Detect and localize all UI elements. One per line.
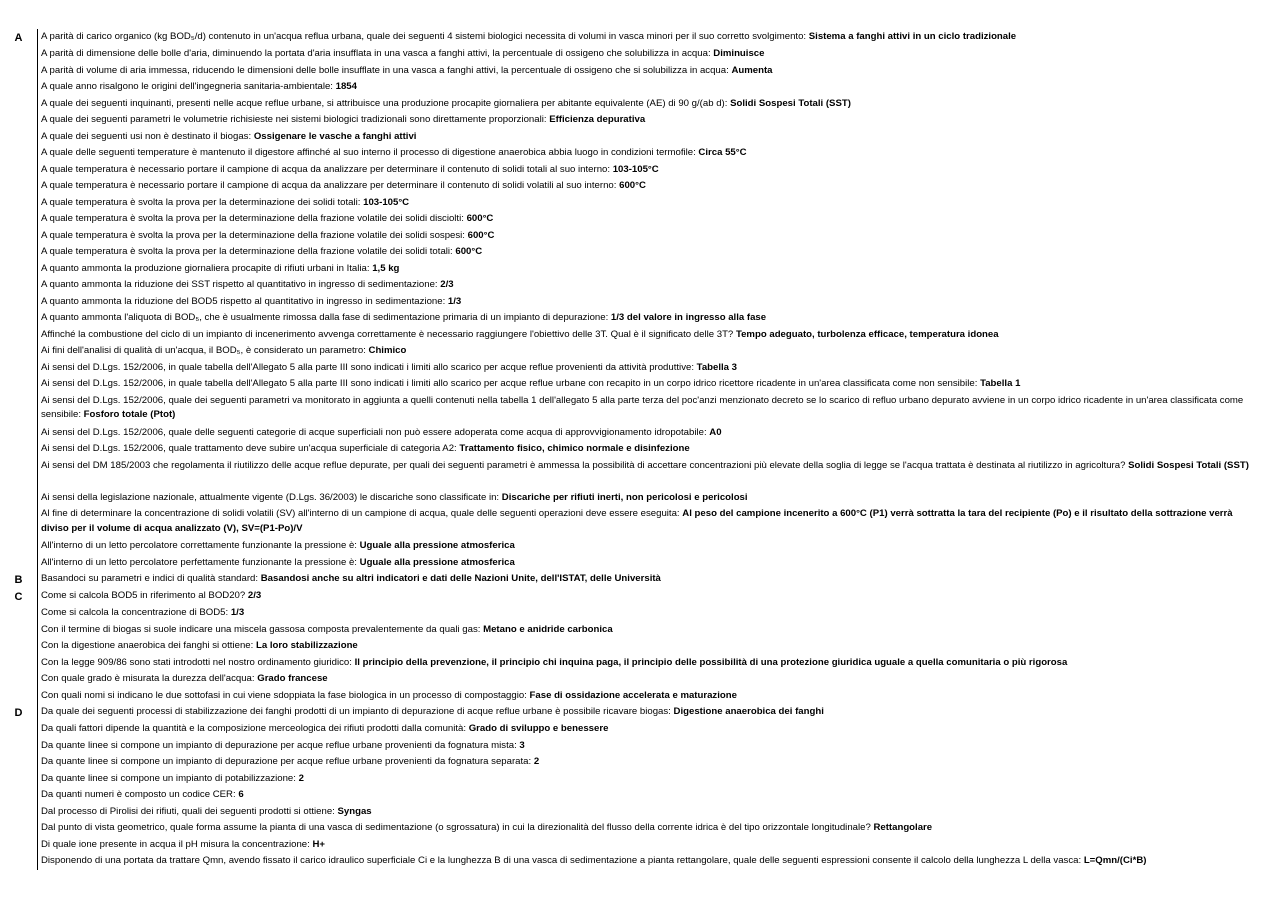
section-letter — [0, 376, 37, 393]
question-row — [0, 688, 1280, 705]
section-letter — [0, 721, 37, 738]
section-letter — [0, 425, 37, 442]
question-text: A quale temperatura è svolta la prova per la determinazione della frazione volatile dei solidi totali: — [41, 246, 453, 257]
question-text: Dal punto di vista geometrico, quale forma assume la pianta di una vasca di sedimentazione (o sgrossatura) in cui la direzionalità del flusso della corrente idrica è del tipo orizzontale longitudinale? — [41, 822, 871, 833]
question-text: Dal processo di Pirolisi dei rifiuti, quali dei seguenti prodotti si ottiene: — [41, 805, 335, 817]
section-letter — [0, 688, 37, 705]
question-cell — [37, 195, 1280, 212]
answer-text: La loro stabilizzazione — [255, 640, 358, 651]
question-text: Basandoci su parametri e indici di qualità standard: — [41, 573, 259, 584]
question-row — [0, 704, 1280, 721]
question-text: Da quante linee si compone un impianto di depurazione per acque reflue urbane provenienti da fognatura separata: — [41, 756, 532, 767]
question-text: A quale temperatura è svolta la prova per la determinazione della frazione volatile dei solidi disciolti: — [41, 213, 464, 224]
question-cell — [37, 704, 1280, 721]
section-letter — [0, 738, 37, 755]
section-letter — [0, 96, 37, 113]
section-letter — [0, 837, 37, 854]
question-cell — [37, 490, 1280, 507]
question-row — [0, 738, 1280, 755]
answer-text: Rettangolare — [873, 822, 933, 833]
question-row — [0, 195, 1280, 212]
question-row — [0, 458, 1280, 490]
question-row — [0, 787, 1280, 804]
question-cell — [37, 211, 1280, 228]
question-row — [0, 804, 1280, 821]
question-cell — [37, 804, 1280, 821]
question-text: Con il termine di biogas si suole indicare una miscela gassosa composta prevalentemente da quali gas: — [41, 623, 481, 635]
question-cell — [37, 655, 1280, 672]
question-text: A quale anno risalgono le origini dell'ingegneria sanitaria-ambientale: — [41, 81, 333, 92]
question-row — [0, 622, 1280, 639]
question-row — [0, 441, 1280, 458]
question-text: All'interno di un letto percolatore correttamente funzionante la pressione è: — [41, 540, 357, 551]
question-row — [0, 79, 1280, 96]
question-cell — [37, 787, 1280, 804]
answer-text: Solidi Sospesi Totali (SST) — [1128, 459, 1249, 471]
question-row — [0, 228, 1280, 245]
answer-text: Grado francese — [257, 673, 328, 684]
section-letter — [0, 393, 37, 425]
question-row — [0, 46, 1280, 63]
answer-text: 600°C — [466, 213, 494, 224]
answer-text: 103-105°C — [612, 163, 659, 175]
section-letter — [0, 310, 37, 327]
section-letter — [0, 129, 37, 146]
section-letter — [0, 754, 37, 771]
question-row — [0, 244, 1280, 261]
section-letter — [0, 622, 37, 639]
question-cell — [37, 79, 1280, 96]
question-row — [0, 605, 1280, 622]
question-text: A quale delle seguenti temperature è mantenuto il digestore affinché al suo interno il processo di digestione anaerobica abbia luogo in condizioni termofile: — [41, 147, 696, 158]
question-row — [0, 343, 1280, 360]
question-text: A quanto ammonta la produzione giornaliera procapite di rifiuti urbani in Italia: — [41, 262, 370, 274]
question-row — [0, 820, 1280, 837]
question-row — [0, 837, 1280, 854]
section-letter: C — [14, 591, 23, 603]
section-letter: B — [14, 574, 23, 586]
question-row — [0, 327, 1280, 344]
section-letter — [0, 441, 37, 458]
question-row — [0, 360, 1280, 377]
section-letter — [0, 145, 37, 162]
answer-text: Basandosi anche su altri indicatori e dati delle Nazioni Unite, dell'ISTAT, delle Università — [260, 573, 661, 584]
answer-text: Tabella 3 — [696, 361, 738, 373]
answer-text: 2/3 — [440, 279, 454, 290]
question-cell — [37, 571, 1280, 588]
question-row — [0, 393, 1280, 425]
section-letter — [0, 655, 37, 672]
section-letter — [0, 804, 37, 821]
answer-text: Trattamento fisico, chimico normale e disinfezione — [459, 443, 690, 454]
question-row — [0, 96, 1280, 113]
question-row — [0, 721, 1280, 738]
answer-text: Efficienza depurativa — [549, 114, 646, 125]
section-letter — [0, 294, 37, 311]
question-cell — [37, 129, 1280, 146]
question-row — [0, 425, 1280, 442]
answer-text: 6 — [238, 789, 244, 800]
section-letter — [0, 506, 37, 538]
section-letter — [0, 671, 37, 688]
question-row — [0, 376, 1280, 393]
answer-text: Il principio della prevenzione, il principio chi inquina paga, il principio delle possibilità di una protezione giuridica uguale a quella comunitaria o più rigorosa — [354, 656, 1068, 668]
answer-text: 1/3 — [230, 607, 245, 618]
question-text: Con quali nomi si indicano le due sottofasi in cui viene sdoppiata la fase biologica in un processo di compostaggio: — [41, 689, 527, 701]
section-letter — [0, 360, 37, 377]
question-row — [0, 853, 1280, 870]
answer-text: Uguale alla pressione atmosferica — [359, 540, 515, 551]
question-row — [0, 655, 1280, 672]
question-cell — [37, 145, 1280, 162]
answer-text: Sistema a fanghi attivi in un ciclo tradizionale — [808, 31, 1017, 42]
question-text: Ai fini dell'analisi di qualità di un'acqua, il BOD₅, è considerato un parametro: — [41, 345, 366, 356]
answer-text: Solidi Sospesi Totali (SST) — [730, 97, 851, 109]
question-text: Al fine di determinare la concentrazione di solidi volatili (SV) all'interno di un campione di acqua, quale delle seguenti operazioni deve essere eseguita: — [41, 508, 680, 519]
answer-text: 2 — [533, 756, 540, 767]
question-text: Ai sensi del DM 185/2003 che regolamenta il riutilizzo delle acque reflue depurate, per quali dei seguenti parametri è ammessa la possibilità di accettare concentrazioni più elevate della soglia di legge se l'acqua trattata è destinata al riutilizzo in agricoltura? — [41, 459, 1126, 471]
question-text: Da quante linee si compone un impianto di potabilizzazione: — [41, 772, 296, 784]
answer-text: 1854 — [335, 81, 357, 92]
section-letter — [0, 63, 37, 80]
section-letter — [0, 343, 37, 360]
question-row — [0, 277, 1280, 294]
question-row — [0, 538, 1280, 555]
answer-text: Al peso del campione incenerito a 600°C (P1) verrà sottratta la tara del recipiente (Po) e il risultato della sottrazione verrà diviso per il volume di acqua analizzato (V), SV=(P1-Po)/V — [41, 508, 1233, 534]
question-cell — [37, 441, 1280, 458]
section-letter — [0, 162, 37, 179]
question-cell — [37, 837, 1280, 854]
question-text: Ai sensi del D.Lgs. 152/2006, quale delle seguenti categorie di acque superficiali non può essere adoperata come acqua di approvvigionamento idropotabile: — [41, 426, 707, 438]
question-cell — [37, 29, 1280, 46]
question-text: A quale dei seguenti inquinanti, presenti nelle acque reflue urbane, si attribuisce una produzione procapite giornaliera per abitante equivalente (AE) di 90 g/(ab d): — [41, 97, 728, 109]
answer-text: 1/3 del valore in ingresso alla fase — [610, 312, 767, 323]
question-text: Da quanti numeri è composto un codice CER: — [41, 789, 236, 800]
answer-text: Metano e anidride carbonica — [483, 623, 613, 635]
section-letter — [0, 820, 37, 837]
question-cell — [37, 555, 1280, 572]
answer-text: Fosforo totale (Ptot) — [83, 409, 176, 420]
question-text: A quale temperatura è necessario portare il campione di acqua da analizzare per determinare il contenuto di solidi totali al suo interno: — [41, 163, 611, 175]
question-text: Ai sensi del D.Lgs. 152/2006, in quale tabella dell'Allegato 5 alla parte III sono indicati i limiti allo scarico per acque reflue provenienti da attività produttive: — [41, 361, 694, 373]
question-cell — [37, 425, 1280, 442]
answer-text: 600°C — [467, 229, 495, 241]
question-row — [0, 638, 1280, 655]
question-row — [0, 588, 1280, 605]
section-letter — [0, 211, 37, 228]
answer-text: 3 — [519, 739, 525, 751]
section-letter — [0, 46, 37, 63]
question-cell — [37, 605, 1280, 622]
question-text: A quanto ammonta la riduzione del BOD5 rispetto al quantitativo in ingresso in sedimentazione: — [41, 295, 446, 307]
question-cell — [37, 738, 1280, 755]
question-row — [0, 310, 1280, 327]
section-letter — [0, 538, 37, 555]
question-row — [0, 294, 1280, 311]
answer-text: Diminuisce — [713, 48, 765, 59]
question-text: Da quante linee si compone un impianto di depurazione per acque reflue urbane provenienti da fognatura mista: — [41, 739, 517, 751]
question-row — [0, 112, 1280, 129]
answer-text: A0 — [709, 426, 722, 438]
question-cell — [37, 538, 1280, 555]
question-cell — [37, 343, 1280, 360]
section-letter — [0, 327, 37, 344]
answer-text: Syngas — [337, 805, 372, 817]
question-text: Da quali fattori dipende la quantità e la composizione merceologica dei rifiuti prodotti dalla comunità: — [41, 723, 467, 734]
question-cell — [37, 294, 1280, 311]
question-cell — [37, 506, 1280, 538]
question-row — [0, 261, 1280, 278]
question-text: Con la legge 909/86 sono stati introdotti nel nostro ordinamento giuridico: — [41, 656, 352, 668]
section-letter — [0, 277, 37, 294]
answer-text: Ossigenare le vasche a fanghi attivi — [253, 130, 417, 142]
question-text: A parità di volume di aria immessa, riducendo le dimensioni delle bolle insufflate in una vasca a fanghi attivi, la percentuale di ossigeno che si solubilizza in acqua: — [41, 64, 729, 76]
section-letter — [0, 79, 37, 96]
section-letter — [0, 178, 37, 195]
question-cell — [37, 228, 1280, 245]
question-text: Disponendo di una portata da trattare Qmn, avendo fissato il carico idraulico superficiale Ci e la lunghezza B di una vasca di sedimentazione a pianta rettangolare, quale delle seguenti espressioni consente il calcolo della lunghezza L della vasca: — [41, 855, 1082, 866]
question-cell — [37, 162, 1280, 179]
question-text: Affinché la combustione del ciclo di un impianto di incenerimento avvenga correttamente è necessario raggiungere l'obiettivo delle 3T. Qual è il significato delle 3T? — [41, 328, 734, 340]
question-cell — [37, 112, 1280, 129]
question-row — [0, 63, 1280, 80]
question-text: Ai sensi del D.Lgs. 152/2006, quale trattamento deve subire un'acqua superficiale di categoria A2: — [41, 443, 457, 454]
question-text: Con quale grado è misurata la durezza dell'acqua: — [41, 673, 255, 684]
question-cell — [37, 277, 1280, 294]
question-cell — [37, 754, 1280, 771]
answer-text: Circa 55°C — [698, 147, 747, 158]
answer-text: Aumenta — [731, 64, 773, 76]
question-text: Ai sensi della legislazione nazionale, attualmente vigente (D.Lgs. 36/2003) le discariche sono classificate in: — [41, 491, 500, 503]
question-cell — [37, 46, 1280, 63]
question-cell — [37, 721, 1280, 738]
question-text: A quale temperatura è svolta la prova per la determinazione della frazione volatile dei solidi sospesi: — [41, 229, 465, 241]
question-cell — [37, 820, 1280, 837]
section-letter — [0, 787, 37, 804]
question-cell — [37, 178, 1280, 195]
question-row — [0, 211, 1280, 228]
answer-text: L=Qmn/(Ci*B) — [1083, 855, 1147, 866]
question-cell — [37, 376, 1280, 393]
question-text: All'interno di un letto percolatore perfettamente funzionante la pressione è: — [41, 556, 357, 568]
section-letter — [0, 555, 37, 572]
question-text: Di quale ione presente in acqua il pH misura la concentrazione: — [41, 838, 310, 850]
answer-text: 1,5 kg — [372, 262, 400, 274]
question-row — [0, 555, 1280, 572]
question-row — [0, 490, 1280, 507]
section-letter — [0, 638, 37, 655]
answer-text: 600°C — [455, 246, 483, 257]
question-cell — [37, 261, 1280, 278]
section-letter — [0, 195, 37, 212]
question-text: A quanto ammonta l'aliquota di BOD₅, che è usualmente rimossa dalla fase di sedimentazione primaria di un impianto di depurazione: — [41, 312, 609, 323]
answer-text: Uguale alla pressione atmosferica — [359, 556, 515, 568]
section-letter — [0, 458, 37, 490]
question-cell — [37, 638, 1280, 655]
question-row — [0, 506, 1280, 538]
question-cell — [37, 96, 1280, 113]
question-text: A quale temperatura è svolta la prova per la determinazione dei solidi totali: — [41, 196, 361, 208]
question-row — [0, 145, 1280, 162]
question-cell — [37, 393, 1280, 425]
answer-text: 2 — [298, 772, 304, 784]
question-cell — [37, 622, 1280, 639]
answer-text: Chimico — [368, 345, 407, 356]
question-cell — [37, 327, 1280, 344]
question-cell — [37, 458, 1280, 490]
question-row — [0, 129, 1280, 146]
answer-text: Grado di sviluppo e benessere — [468, 723, 609, 734]
question-text: Ai sensi del D.Lgs. 152/2006, quale dei seguenti parametri va monitorato in aggiunta a quelli contenuti nella tabella 1 dell'allegato 5 alla parte terza del poc'anzi menzionato decreto se lo scarico di refluo urbano depurato avviene in un corpo idrico ricadente in un'area classificata come sensibile: — [41, 394, 1244, 420]
question-cell — [37, 771, 1280, 788]
question-text: A parità di carico organico (kg BOD₅/d) contenuto in un'acqua reflua urbana, quale dei seguenti 4 sistemi biologici necessita di volumi in vasca minori per il suo corretto svolgimento: — [41, 31, 807, 42]
question-row — [0, 29, 1280, 46]
question-row — [0, 571, 1280, 588]
section-letter: D — [14, 707, 23, 719]
section-letter — [0, 771, 37, 788]
question-sheet — [0, 29, 1280, 870]
question-text: A quale dei seguenti usi non è destinato il biogas: — [41, 130, 252, 142]
section-letter — [0, 228, 37, 245]
question-text: Ai sensi del D.Lgs. 152/2006, in quale tabella dell'Allegato 5 alla parte III sono indicati i limiti allo scarico per acque reflue urbane con recapito in un corpo idrico ricettore ricadente in un'area classificata come non sensibile: — [41, 378, 978, 389]
section-letter — [0, 605, 37, 622]
question-text: Come si calcola BOD5 in riferimento al BOD20? — [41, 590, 246, 601]
answer-text: 600°C — [619, 180, 646, 191]
answer-text: 2/3 — [247, 590, 262, 601]
question-cell — [37, 360, 1280, 377]
question-cell — [37, 853, 1280, 870]
question-row — [0, 671, 1280, 688]
question-text: A quale temperatura è necessario portare il campione di acqua da analizzare per determinare il contenuto di solidi volatili al suo interno: — [41, 180, 617, 191]
question-text: A parità di dimensione delle bolle d'aria, diminuendo la portata d'aria insufflata in una vasca a fanghi attivi, la percentuale di ossigeno che solubilizza in acqua: — [41, 48, 711, 59]
answer-text: 103-105°C — [363, 196, 410, 208]
question-cell — [37, 310, 1280, 327]
question-cell — [37, 63, 1280, 80]
question-text: Da quale dei seguenti processi di stabilizzazione dei fanghi prodotti di un impianto di depurazione di acque reflue urbane è possibile ricavare biogas: — [41, 706, 671, 717]
question-cell — [37, 671, 1280, 688]
question-row — [0, 178, 1280, 195]
question-text: Come si calcola la concentrazione di BOD5: — [41, 607, 229, 618]
question-row — [0, 754, 1280, 771]
answer-text: Tabella 1 — [980, 378, 1021, 389]
section-letter: A — [14, 32, 23, 44]
section-letter — [0, 261, 37, 278]
answer-text: Fase di ossidazione accelerata e maturazione — [529, 689, 737, 701]
question-text: A quale dei seguenti parametri le volumetrie richisieste nei sistemi biologici tradizionali sono direttamente proporzionali: — [41, 114, 547, 125]
answer-text: 1/3 — [447, 295, 462, 307]
section-letter — [0, 244, 37, 261]
section-letter — [0, 112, 37, 129]
answer-text: H+ — [312, 838, 325, 850]
question-cell — [37, 244, 1280, 261]
section-letter — [0, 490, 37, 507]
answer-text: Digestione anaerobica dei fanghi — [673, 706, 824, 717]
question-row — [0, 771, 1280, 788]
answer-text: Discariche per rifiuti inerti, non pericolosi e pericolosi — [501, 491, 748, 503]
question-cell — [37, 688, 1280, 705]
question-cell — [37, 588, 1280, 605]
question-row — [0, 162, 1280, 179]
question-text: Con la digestione anaerobica dei fanghi si ottiene: — [41, 640, 254, 651]
answer-text: Tempo adeguato, turbolenza efficace, temperatura idonea — [735, 328, 999, 340]
question-text: A quanto ammonta la riduzione dei SST rispetto al quantitativo in ingresso di sedimentazione: — [41, 279, 438, 290]
section-letter — [0, 853, 37, 870]
